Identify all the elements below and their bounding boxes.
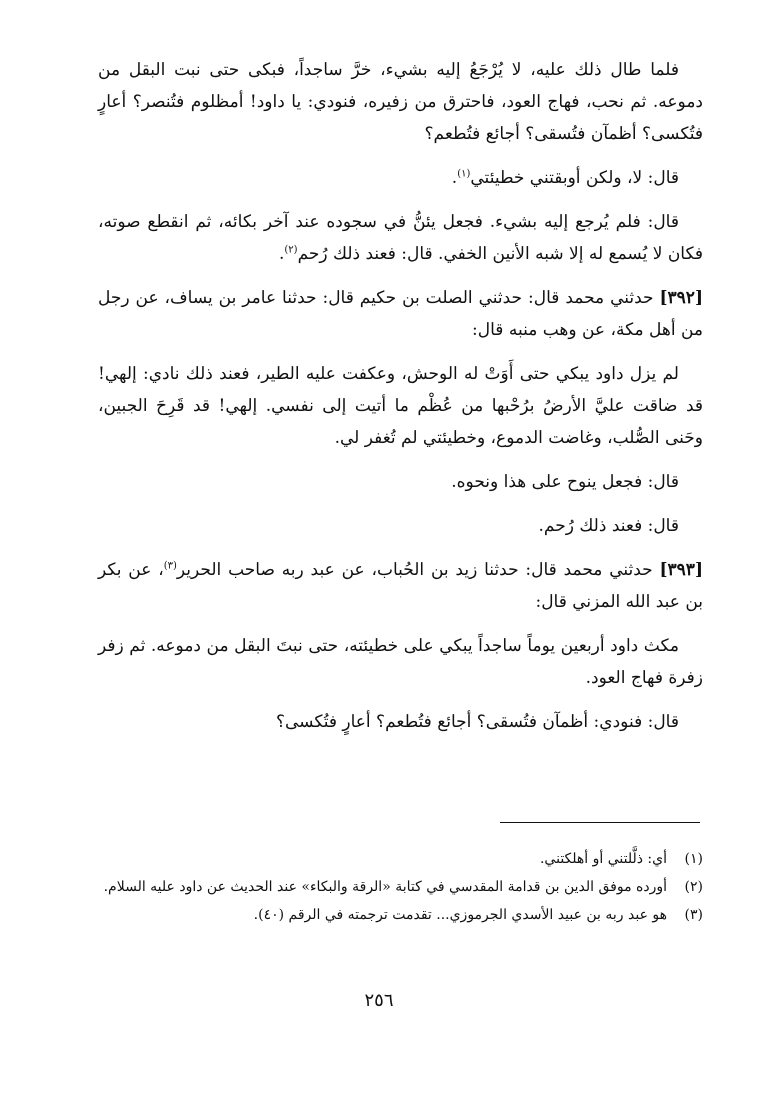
paragraph-text: حدثني محمد قال: حدثنا زيد بن الحُباب، عن عبد ربه صاحب الحرير [176,560,660,580]
paragraph [98,358,703,454]
paragraph [98,706,703,738]
hadith-number: [٣٩٣] [659,560,703,580]
page-number: ٢٥٦ [364,990,394,1011]
footnote [98,846,703,872]
paragraph-text-tail: ، عن بكر بن عبد الله المزني قال: [98,560,703,612]
paragraph-text-tail: . [451,168,458,188]
footnote-text: أورده موفق الدين بن قدامة المقدسي في كتابة «الرقة والبكاء» عند الحديث عن داود عليه السلام. [103,879,667,895]
footnote-number: (٢) [684,879,703,895]
footnote-text: هو عبد ربه بن عبيد الأسدي الجرموزي... تقدمت ترجمته في الرقم (٤٠). [253,907,667,923]
footnote [98,902,703,928]
paragraph-text: فلما طال ذلك عليه، لا يُرْجَعُ إليه بشيء، خرَّ ساجداً، فبكى حتى نبت البقل من دموعه. ثم نحب، فهاج العود، فاحترق من زفيره، فنودي: يا داود! أمظلوم فتُنصر؟ أعارٍ فتُكسى؟ أظمآن فتُسقى؟ أجائع فتُطعم؟ [98,60,703,144]
footnote-number: (٣) [684,907,703,923]
paragraph-text: قال: فجعل ينوح على هذا ونحوه. [451,472,679,492]
paragraph-text: قال: لا، ولكن أوبقتني خطيئتي [470,168,679,188]
paragraph-text: قال: فعند ذلك رُحم. [538,516,679,536]
paragraph-text: لم يزل داود يبكي حتى أَوَتْ له الوحش، وعكفت عليه الطير، فعند ذلك نادي: إلهي! قد ضاقت عليَّ الأرضُ برُحْبها من عُظْم ما أتيت إلى نفسي. إلهي! قد قَرِحَ الجبين، وحَنى الصُّلب، وغاضت الدموع، وخطيئتي لم تُغفر لي. [98,364,703,448]
footnote-marker: (١) [457,168,471,180]
paragraph [98,510,703,542]
paragraph-text: مكث داود أربعين يوماً ساجداً يبكي على خطيئته، حتى نبتَ البقل من دموعه. ثم زفر زفرة فهاج العود. [98,636,703,688]
footnote-marker: (٣) [163,560,177,572]
hadith-number: [٣٩٢] [659,288,703,308]
paragraph-text-tail: . [278,244,285,264]
paragraph-text: قال: فلم يُرجع إليه بشيء. فجعل يئنُّ في سجوده عند آخر بكائه، ثم انقطع صوته، فكان لا يُسمع له إلا شبه الأنين الخفي. قال: فعند ذلك رُحم [98,212,703,264]
footnotes [98,846,703,930]
paragraph [98,54,703,150]
paragraph [98,282,703,346]
paragraph [98,554,703,618]
footnote-text: أي: ذلَّلتني أو أهلكتني. [539,851,667,867]
footnote-marker: (٢) [284,244,298,256]
paragraph-text: قال: فنودي: أظمآن فتُسقى؟ أجائع فتُطعم؟ أعارٍ فتُكسى؟ [275,712,679,732]
footnote-divider [500,822,700,823]
footnote-number: (١) [684,851,703,867]
main-text [98,54,703,750]
paragraph [98,466,703,498]
footnote [98,874,703,900]
paragraph-text: حدثني محمد قال: حدثني الصلت بن حكيم قال: حدثنا عامر بن يساف، عن رجل من أهل مكة، عن وهب منبه قال: [98,288,703,340]
paragraph [98,162,703,194]
paragraph [98,630,703,694]
paragraph [98,206,703,270]
